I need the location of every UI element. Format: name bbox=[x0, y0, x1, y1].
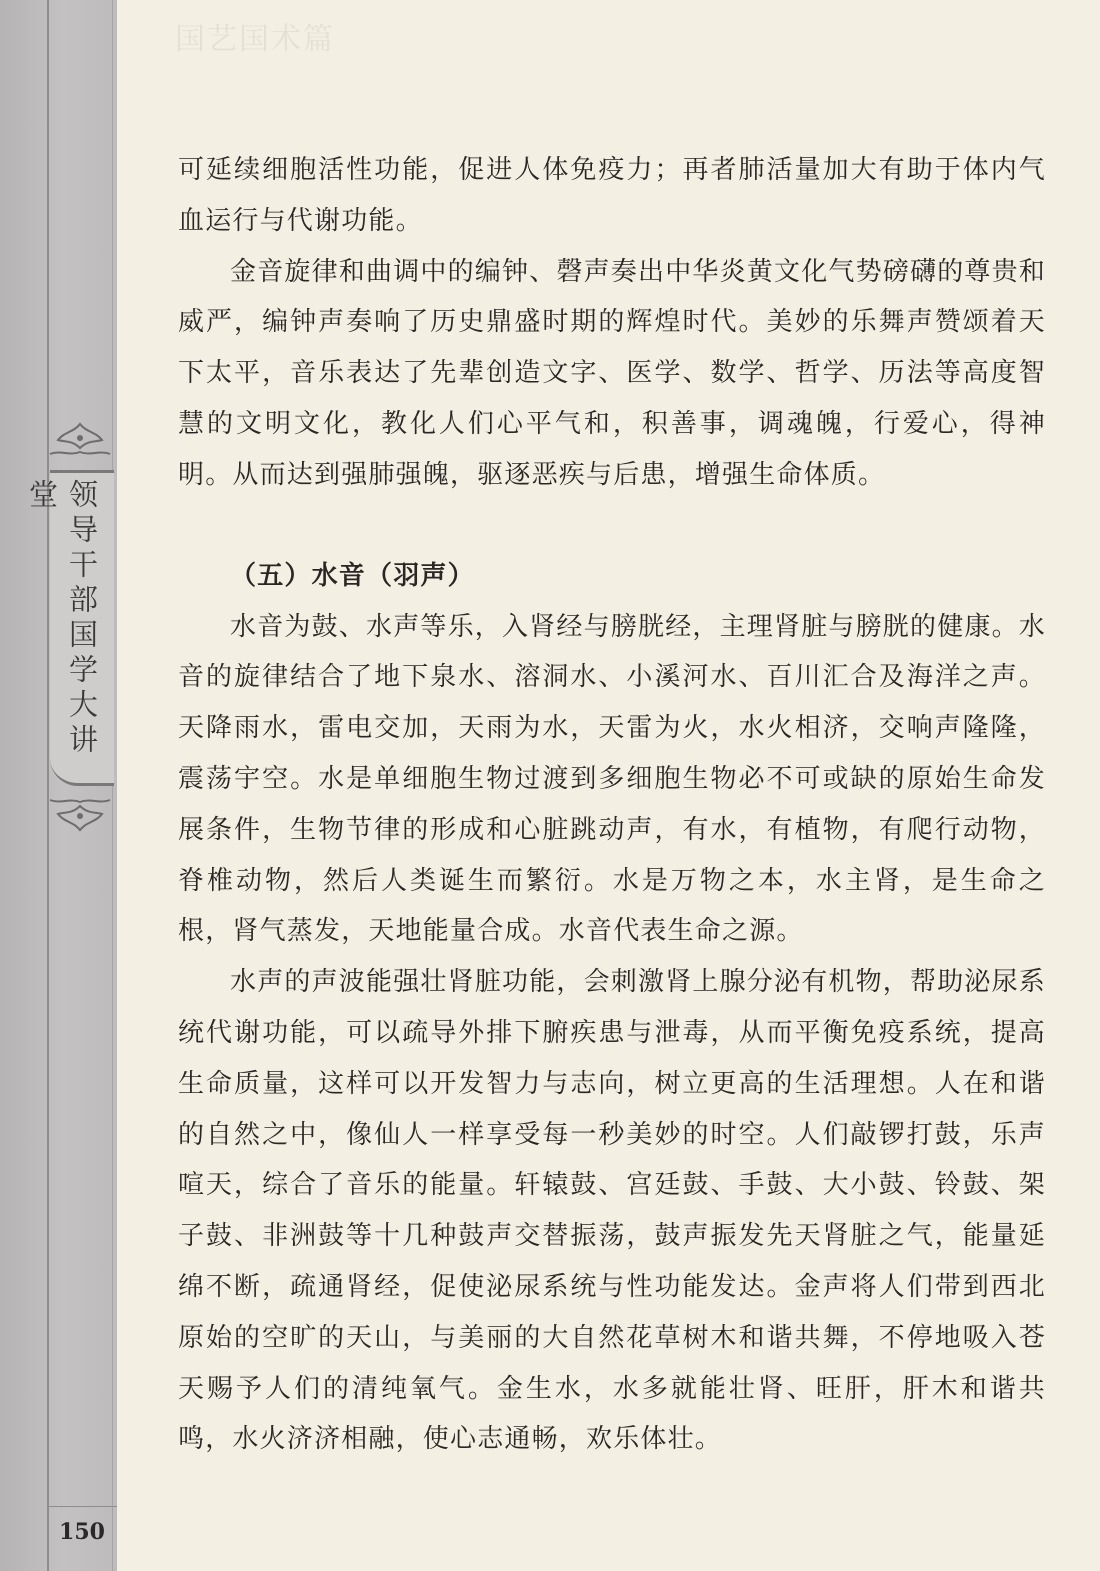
section-heading-text: （五）水音（羽声） bbox=[230, 560, 475, 591]
running-header: 国艺国术篇 bbox=[175, 22, 335, 57]
body-text bbox=[178, 145, 1046, 1465]
page-number: 150 bbox=[47, 1506, 117, 1557]
paragraph-3: 水音为鼓、水声等乐，入肾经与膀胱经，主理肾脏与膀胱的健康。水音的旋律结合了地下泉水、溶洞水、小溪河水、百川汇合及海洋之声。天降雨水，雷电交加，天雨为水，天雷为火，水火相济，交响声隆隆，震荡宇空。水是单细胞生物过渡到多细胞生物必不可或缺的原始生命发展条件，生物节律的形成和心脏跳动声，有水，有植物，有爬行动物，脊椎动物，然后人类诞生而繁衍。水是万物之本，水主肾，是生命之根，肾气蒸发，天地能量合成。水音代表生命之源。 bbox=[178, 611, 1047, 947]
sidebar-rule bbox=[47, 0, 49, 1571]
paragraph-4: 水声的声波能强壮肾脏功能，会刺激肾上腺分泌有机物，帮助泌尿系统代谢功能，可以疏导外排下腑疾患与泄毒，从而平衡免疫系统，提高生命质量，这样可以开发智力与志向，树立更高的生活理想。人在和谐的自然之中，像仙人一样享受每一秒美妙的时空。人们敲锣打鼓，乐声喧天，综合了音乐的能量。轩辕鼓、宫廷鼓、手鼓、大小鼓、铃鼓、架子鼓、非洲鼓等十几种鼓声交替振荡，鼓声振发先天肾脏之气，能量延绵不断，疏通肾经，促使泌尿系统与性功能发达。金声将人们带到西北原始的空旷的天山，与美丽的大自然花草树木和谐共舞，不停地吸入苍天赐予人们的清纯氧气。金生水，水多就能壮肾、旺肝，肝木和谐共鸣，水火济济相融，使心志通畅，欢乐体壮。 bbox=[178, 967, 1047, 1455]
section-heading bbox=[178, 501, 1046, 602]
paragraph-1: 可延续细胞活性功能，促进人体免疫力；再者肺活量加大有助于体内气血运行与代谢功能。 bbox=[178, 155, 1046, 236]
series-title-panel bbox=[25, 470, 114, 786]
left-sidebar bbox=[0, 0, 117, 1571]
bottom-ornament-icon bbox=[44, 790, 116, 836]
top-ornament-icon bbox=[44, 418, 116, 464]
series-title: 领导干部国学大讲堂 bbox=[25, 479, 99, 759]
paragraph-2: 金音旋律和曲调中的编钟、磬声奏出中华炎黄文化气势磅礴的尊贵和威严，编钟声奏响了历史鼎盛时期的辉煌时代。美妙的乐舞声赞颂着天下太平，音乐表达了先辈创造文字、医学、数学、哲学、历法等高度智慧的文明文化，教化人们心平气和，积善事，调魂魄，行爱心，得神明。从而达到强肺强魄，驱逐恶疾与后患，增强生命体质。 bbox=[178, 256, 1047, 490]
